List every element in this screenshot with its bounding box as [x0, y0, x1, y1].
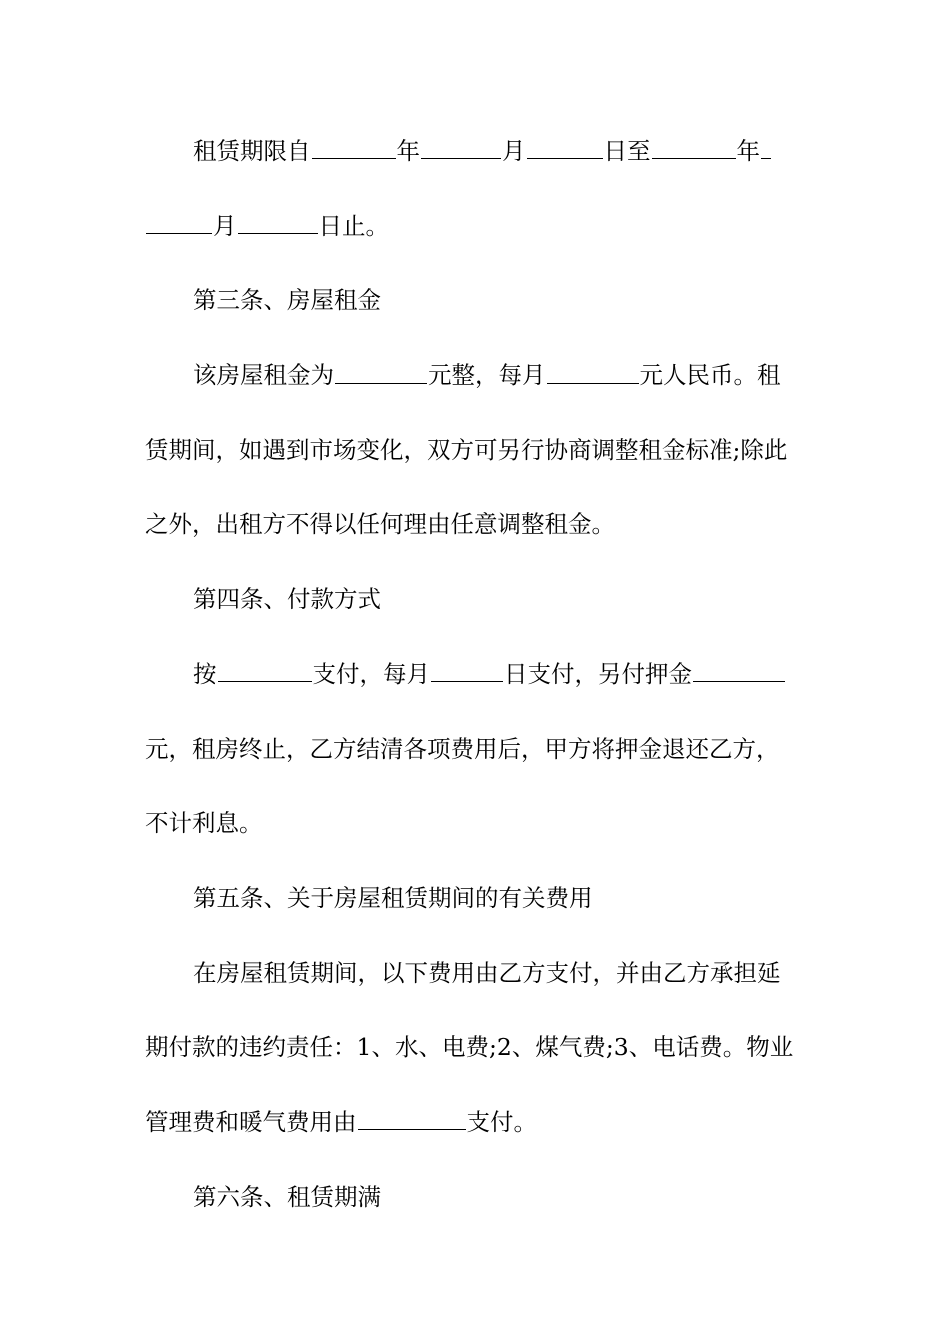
text-run: 元整，每月 [428, 361, 546, 390]
text-run: 元人民币。租 [639, 361, 781, 390]
text-run: 期付款的违约责任：1、水、电费;2、煤气费;3、电话费。物业 [145, 1033, 794, 1062]
paragraph-line [145, 499, 807, 574]
text-run: 在房屋租赁期间，以下费用由乙方支付，并由乙方承担延 [193, 958, 781, 987]
fill-in-blank [431, 658, 503, 683]
paragraph-line [145, 201, 807, 276]
paragraph-line [145, 1022, 807, 1097]
text-run: 之外，出租方不得以任何理由任意调整租金。 [145, 510, 615, 539]
fill-in-blank [146, 210, 212, 235]
document-page [145, 126, 807, 1246]
paragraph-line [145, 724, 807, 799]
fill-in-blank [652, 135, 736, 160]
paragraph-first-line [145, 275, 807, 350]
paragraph-first-line [145, 574, 807, 649]
fill-in-blank [527, 135, 603, 160]
text-run: 第五条、关于房屋租赁期间的有关费用 [193, 883, 593, 912]
text-run: 月 [213, 211, 237, 240]
text-run: 第六条、租赁期满 [193, 1182, 381, 1211]
fill-in-blank [693, 658, 785, 683]
text-run: 赁期间，如遇到市场变化，双方可另行协商调整租金标准;除此 [145, 435, 788, 464]
text-run: 支付。 [466, 1107, 537, 1136]
paragraph-line [145, 1097, 807, 1172]
paragraph-first-line [145, 1172, 807, 1247]
paragraph-first-line [145, 948, 807, 1023]
text-run: 元，租房终止，乙方结清各项费用后，甲方将押金退还乙方， [145, 734, 780, 763]
fill-in-blank [358, 1106, 466, 1131]
text-run: 月 [502, 137, 526, 165]
paragraph-line [145, 798, 807, 873]
fill-in-blank [218, 658, 312, 683]
text-run: 第三条、房屋租金 [193, 286, 381, 315]
text-run: 按 [193, 659, 217, 688]
fill-in-blank [238, 210, 318, 235]
paragraph-first-line [145, 873, 807, 948]
text-run: 日止。 [318, 211, 389, 240]
fill-in-blank [421, 135, 501, 160]
text-run: 管理费和暖气费用由 [145, 1107, 357, 1136]
text-run: 年 [396, 137, 420, 165]
paragraph-first-line [145, 649, 807, 724]
paragraph-first-line [145, 350, 807, 425]
fill-in-blank [335, 359, 427, 384]
fill-in-blank [312, 135, 396, 160]
fill-in-blank [547, 359, 639, 384]
text-run: 支付，每月 [312, 659, 430, 688]
text-run: 不计利息。 [145, 809, 263, 838]
text-run: 日支付，另付押金 [504, 659, 692, 688]
fill-in-blank [761, 135, 771, 160]
text-run: 日至 [603, 137, 651, 165]
text-run: 租赁期限自 [193, 137, 311, 165]
paragraph-first-line [145, 126, 807, 201]
paragraph-line [145, 425, 807, 500]
text-run: 该房屋租金为 [193, 361, 334, 390]
text-run: 年 [736, 137, 760, 165]
text-run: 第四条、付款方式 [193, 585, 381, 614]
